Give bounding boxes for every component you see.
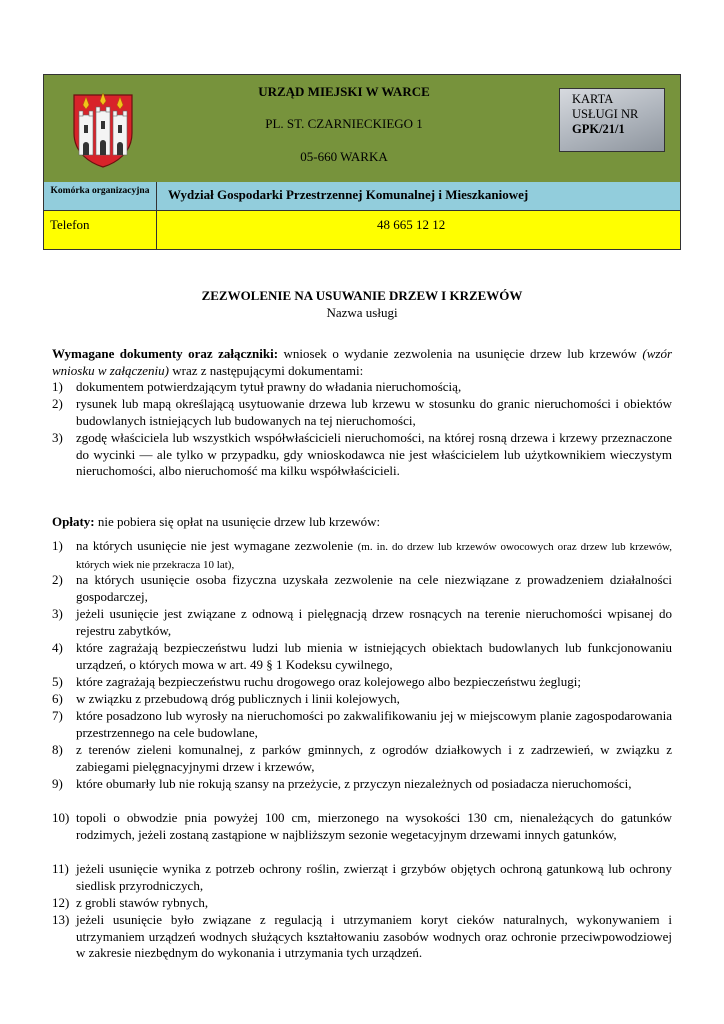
fee-exemption-item — [52, 742, 672, 775]
fee-exemption-item — [52, 861, 672, 894]
required-doc-item — [52, 379, 672, 396]
fee-exemption-item-text — [76, 861, 672, 894]
fee-exemption-item-number: 11) — [52, 861, 69, 876]
fee-exemption-item-number: 8) — [52, 742, 63, 757]
fee-exemption-item-number: 10) — [52, 810, 70, 825]
fee-exemption-item-main-text: jeżeli usunięcie jest związane z odnową i pielęgnacją drzew rosnących na terenie nieruchomości wpisanej do rejestru zabytków, — [76, 606, 672, 638]
fee-exemption-item-number: 2) — [52, 572, 63, 587]
fee-exemption-item-text — [76, 674, 672, 691]
org-unit-value: Wydział Gospodarki Przestrzennej Komunalnej i Mieszkaniowej — [168, 187, 529, 202]
fee-exemption-item-number: 4) — [52, 640, 63, 655]
fee-exemption-item-number: 5) — [52, 674, 63, 689]
fee-exemption-item — [52, 674, 672, 691]
fee-exemption-item — [52, 912, 672, 962]
fee-exemption-item-main-text: jeżeli usunięcie wynika z potrzeb ochrony roślin, zwierząt i grzybów objętych ochroną gatunkową lub ochrony siedlisk przyrodniczych, — [76, 861, 672, 893]
fee-exemption-item-number: 7) — [52, 708, 63, 723]
fee-exemption-item-number: 6) — [52, 691, 63, 706]
fee-exemption-item — [52, 708, 672, 741]
fees-heading: Opłaty: — [52, 514, 95, 529]
fee-exemption-item-text — [76, 640, 672, 673]
table-divider — [156, 182, 157, 249]
fee-exemption-item-text — [76, 742, 672, 775]
fee-exemption-item-main-text: na których usunięcie osoba fizyczna uzyskała zezwolenie na cele niezwiązane z prowadzeniem działalności gospodarczej, — [76, 572, 672, 604]
fee-exemption-item-number: 3) — [52, 606, 63, 621]
org-unit-label: Komórka organizacyjna — [50, 186, 150, 196]
fee-exemption-item-main-text: w związku z przebudową dróg publicznych i linii kolejowych, — [76, 691, 400, 706]
fee-exemption-item — [52, 895, 672, 912]
fee-exemption-item-text — [76, 708, 672, 741]
fee-exemption-item — [52, 606, 672, 639]
header-table — [43, 74, 681, 250]
office-address-line2: 05-660 WARKA — [300, 149, 388, 164]
fee-exemption-item-number: 12) — [52, 895, 70, 910]
fee-exemption-item-main-text: z grobli stawów rybnych, — [76, 895, 209, 910]
fee-exemption-item-text — [76, 691, 672, 708]
required-doc-item-main-text: rysunek lub mapą określającą usytuowanie drzewa lub krzewu w stosunku do granic nieruchomości i obiektów budowlanych istniejących lub budowanych na tej nieruchomości, — [76, 396, 672, 428]
coat-of-arms-icon — [70, 89, 136, 169]
required-doc-item — [52, 396, 672, 429]
card-number: GPK/21/1 — [572, 122, 625, 136]
fee-exemption-item-text — [76, 606, 672, 639]
fee-exemption-item-main-text: topoli o obwodzie pnia powyżej 100 cm, mierzonego na wysokości 130 cm, nienależących do gatunków rodzimych, jeżeli zostaną zastąpione w najbliższym sezonie wegetacyjnym drzewami innych gatunków, — [76, 810, 672, 842]
required-docs-intro — [52, 346, 672, 379]
fee-exemption-item-main-text: które zagrażają bezpieczeństwu ludzi lub mienia w istniejących obiektach budowlanych lub funkcjonowaniu urządzeń, o których mowa w art. 49 § 1 Kodeksu cywilnego, — [76, 640, 672, 672]
phone-label: Telefon — [50, 217, 90, 232]
required-doc-item-number: 1) — [52, 379, 63, 394]
fee-exemption-item — [52, 572, 672, 605]
fee-exemption-item-text — [76, 776, 672, 793]
fees-intro — [52, 514, 672, 531]
fee-exemption-item-main-text: z terenów zieleni komunalnej, z parków gminnych, z ogrodów działkowych i z zadrzewień, w związku z zabiegami pielęgnacyjnymi drzew i krzewów, — [76, 742, 672, 774]
fee-exemption-item-number: 1) — [52, 538, 63, 553]
fee-exemption-item-main-text: które posadzono lub wyrosły na nieruchomości po zakwalifikowaniu jej w miejscowym planie zagospodarowania przestrzennego na cele budowlane, — [76, 708, 672, 740]
fee-exemption-item-text — [76, 810, 672, 843]
card-label-line2: USŁUGI NR — [572, 107, 639, 121]
office-address-line1: PL. ST. CZARNIECKIEGO 1 — [265, 116, 423, 131]
required-docs-text-end: wraz z następującymi dokumentami: — [172, 362, 364, 378]
fee-exemption-item-number: 13) — [52, 912, 70, 927]
fee-exemption-item-number: 9) — [52, 776, 63, 791]
office-name: URZĄD MIEJSKI W WARCE — [258, 84, 430, 99]
fees-intro-text: nie pobiera się opłat na usunięcie drzew lub krzewów: — [97, 514, 381, 529]
service-subtitle: Nazwa usługi — [326, 305, 398, 320]
required-doc-item-main-text: zgodę właściciela lub wszystkich współwłaścicieli nieruchomości, na której rosną drzewa i krzewy przeznaczone do wycinki — ale tylko w przypadku, gdy wnioskodawca nie jest właścicielem lub użytkownikiem wieczystym nieruchomości, albo nieruchomość ma kilku współwłaścicieli. — [76, 430, 672, 478]
required-doc-item-number: 3) — [52, 430, 63, 445]
required-doc-item-number: 2) — [52, 396, 63, 411]
required-docs-text: wniosek o wydanie zezwolenia na usunięcie drzew lub krzewów — [283, 346, 637, 361]
service-title: ZEZWOLENIE NA USUWANIE DRZEW I KRZEWÓW — [201, 288, 523, 303]
required-docs-heading: Wymagane dokumenty oraz załączniki: — [52, 346, 279, 361]
fee-exemption-item-main-text: na których usunięcie nie jest wymagane zezwolenie — [76, 538, 354, 553]
phone-value: 48 665 12 12 — [377, 217, 446, 232]
header-top-row — [44, 75, 680, 183]
fee-exemption-item-text — [76, 895, 672, 912]
application-form-note: (wzór wniosku w załączeniu) — [52, 346, 673, 378]
required-doc-item-text — [76, 396, 672, 429]
fee-exemption-item — [52, 776, 672, 793]
service-card-box — [559, 88, 665, 152]
org-unit-row — [44, 182, 680, 211]
fee-exemption-item-note: (m. in. do drzew lub krzewów owocowych oraz drzew lub krzewów, których wiek nie przekracza 10 lat), — [76, 541, 673, 571]
fee-exemption-item — [52, 538, 672, 573]
fee-exemption-item — [52, 810, 672, 843]
phone-row — [44, 211, 680, 249]
required-doc-item-text — [76, 430, 672, 480]
fee-exemption-item-main-text: jeżeli usunięcie było związane z regulacją i utrzymaniem koryt cieków naturalnych, wykonywaniem i utrzymaniem urządzeń wodnych służących kształtowaniu zasobów wodnych oraz ochronie przeciwpowodziowej w zakresie niezbędnym do wykonania i utrzymania tych urządzeń. — [76, 912, 672, 960]
fee-exemption-item-text — [76, 572, 672, 605]
fee-exemption-item-main-text: które obumarły lub nie rokują szansy na przeżycie, z przyczyn niezależnych od posiadacza nieruchomości, — [76, 776, 632, 791]
required-doc-item — [52, 430, 672, 480]
fee-exemption-item-text — [76, 538, 672, 573]
required-doc-item-text — [76, 379, 672, 396]
card-label-line1: KARTA — [572, 92, 614, 106]
fee-exemption-item — [52, 640, 672, 673]
fee-exemption-item-main-text: które zagrażają bezpieczeństwu ruchu drogowego oraz kolejowego albo bezpieczeństwu żeglugi; — [76, 674, 581, 689]
fee-exemption-item-text — [76, 912, 672, 962]
required-doc-item-main-text: dokumentem potwierdzającym tytuł prawny do władania nieruchomością, — [76, 379, 462, 394]
fee-exemption-item — [52, 691, 672, 708]
